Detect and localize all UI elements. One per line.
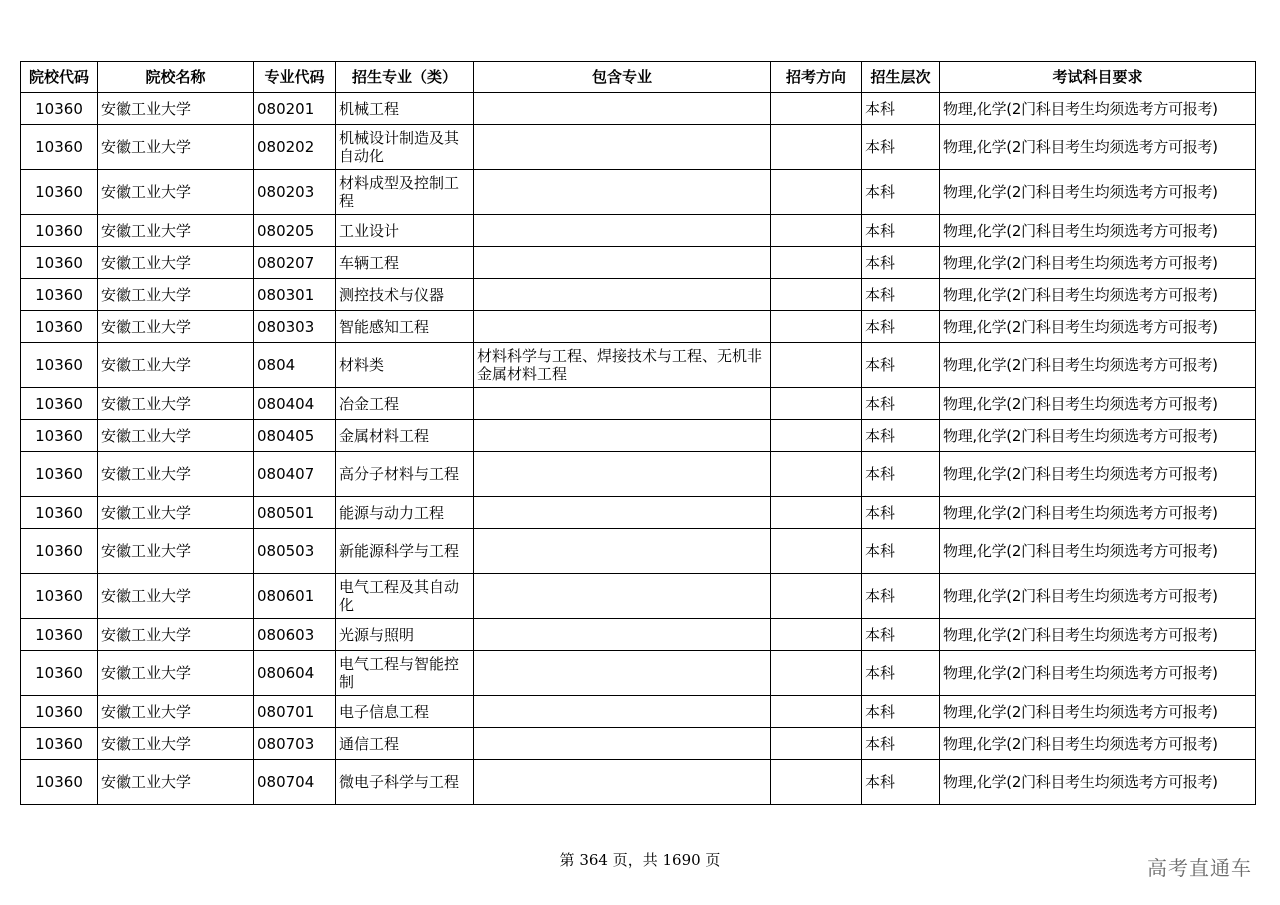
level-cell: 本科 [862,420,940,452]
major-code-cell: 080405 [254,420,336,452]
school-name-cell: 安徽工业大学 [98,696,254,728]
requirement-cell: 物理,化学(2门科目考生均须选考方可报考) [940,93,1256,125]
table-row [21,125,1256,170]
level-cell: 本科 [862,619,940,651]
school-code-cell: 10360 [21,619,98,651]
requirement-cell: 物理,化学(2门科目考生均须选考方可报考) [940,125,1256,170]
level-cell: 本科 [862,343,940,388]
school-name-cell: 安徽工业大学 [98,388,254,420]
requirement-cell: 物理,化学(2门科目考生均须选考方可报考) [940,619,1256,651]
level-cell: 本科 [862,125,940,170]
school-name-cell: 安徽工业大学 [98,497,254,529]
includes-cell [474,651,771,696]
school-code-cell: 10360 [21,170,98,215]
major-cell: 工业设计 [336,215,474,247]
level-cell: 本科 [862,696,940,728]
includes-cell [474,420,771,452]
school-name-cell: 安徽工业大学 [98,574,254,619]
major-code-cell: 080303 [254,311,336,343]
school-name-cell: 安徽工业大学 [98,420,254,452]
major-cell: 冶金工程 [336,388,474,420]
direction-cell [771,760,862,805]
requirement-cell: 物理,化学(2门科目考生均须选考方可报考) [940,760,1256,805]
direction-cell [771,529,862,574]
includes-cell [474,696,771,728]
major-cell: 金属材料工程 [336,420,474,452]
table-row [21,170,1256,215]
school-code-cell: 10360 [21,93,98,125]
school-code-cell: 10360 [21,125,98,170]
major-cell: 智能感知工程 [336,311,474,343]
major-cell: 机械工程 [336,93,474,125]
school-code-cell: 10360 [21,343,98,388]
admission-table [20,61,1256,805]
major-code-cell: 080503 [254,529,336,574]
table-row [21,497,1256,529]
includes-cell [474,452,771,497]
major-cell: 材料类 [336,343,474,388]
school-name-cell: 安徽工业大学 [98,170,254,215]
includes-cell [474,170,771,215]
level-cell: 本科 [862,497,940,529]
level-cell: 本科 [862,529,940,574]
includes-cell [474,279,771,311]
table-row [21,651,1256,696]
direction-cell [771,420,862,452]
table-row [21,760,1256,805]
major-cell: 能源与动力工程 [336,497,474,529]
direction-cell [771,452,862,497]
school-name-cell: 安徽工业大学 [98,93,254,125]
major-code-cell: 080603 [254,619,336,651]
header-school-code: 院校代码 [21,62,98,93]
school-name-cell: 安徽工业大学 [98,651,254,696]
level-cell: 本科 [862,93,940,125]
requirement-cell: 物理,化学(2门科目考生均须选考方可报考) [940,420,1256,452]
direction-cell [771,388,862,420]
direction-cell [771,651,862,696]
direction-cell [771,728,862,760]
includes-cell [474,215,771,247]
major-code-cell: 0804 [254,343,336,388]
major-code-cell: 080404 [254,388,336,420]
level-cell: 本科 [862,574,940,619]
major-cell: 高分子材料与工程 [336,452,474,497]
school-code-cell: 10360 [21,279,98,311]
major-cell: 材料成型及控制工程 [336,170,474,215]
school-code-cell: 10360 [21,529,98,574]
requirement-cell: 物理,化学(2门科目考生均须选考方可报考) [940,574,1256,619]
includes-cell [474,125,771,170]
direction-cell [771,497,862,529]
direction-cell [771,574,862,619]
major-cell: 电子信息工程 [336,696,474,728]
major-cell: 机械设计制造及其自动化 [336,125,474,170]
major-cell: 电气工程与智能控制 [336,651,474,696]
includes-cell [474,619,771,651]
requirement-cell: 物理,化学(2门科目考生均须选考方可报考) [940,311,1256,343]
major-code-cell: 080205 [254,215,336,247]
school-name-cell: 安徽工业大学 [98,215,254,247]
school-code-cell: 10360 [21,728,98,760]
table-row [21,93,1256,125]
direction-cell [771,247,862,279]
table-row [21,619,1256,651]
direction-cell [771,125,862,170]
header-major: 招生专业（类） [336,62,474,93]
major-code-cell: 080701 [254,696,336,728]
requirement-cell: 物理,化学(2门科目考生均须选考方可报考) [940,388,1256,420]
direction-cell [771,696,862,728]
major-code-cell: 080201 [254,93,336,125]
level-cell: 本科 [862,388,940,420]
includes-cell [474,93,771,125]
level-cell: 本科 [862,760,940,805]
major-cell: 通信工程 [336,728,474,760]
requirement-cell: 物理,化学(2门科目考生均须选考方可报考) [940,279,1256,311]
direction-cell [771,343,862,388]
school-name-cell: 安徽工业大学 [98,279,254,311]
table-row [21,452,1256,497]
school-code-cell: 10360 [21,388,98,420]
includes-cell [474,247,771,279]
level-cell: 本科 [862,247,940,279]
school-name-cell: 安徽工业大学 [98,529,254,574]
school-code-cell: 10360 [21,574,98,619]
table-row [21,311,1256,343]
header-includes: 包含专业 [474,62,771,93]
school-name-cell: 安徽工业大学 [98,619,254,651]
school-code-cell: 10360 [21,760,98,805]
requirement-cell: 物理,化学(2门科目考生均须选考方可报考) [940,728,1256,760]
table-row [21,279,1256,311]
major-cell: 电气工程及其自动化 [336,574,474,619]
includes-cell [474,497,771,529]
major-cell: 新能源科学与工程 [336,529,474,574]
major-cell: 车辆工程 [336,247,474,279]
direction-cell [771,93,862,125]
header-major-code: 专业代码 [254,62,336,93]
table-row [21,728,1256,760]
requirement-cell: 物理,化学(2门科目考生均须选考方可报考) [940,343,1256,388]
direction-cell [771,619,862,651]
school-name-cell: 安徽工业大学 [98,125,254,170]
level-cell: 本科 [862,279,940,311]
school-code-cell: 10360 [21,420,98,452]
level-cell: 本科 [862,170,940,215]
school-code-cell: 10360 [21,497,98,529]
school-name-cell: 安徽工业大学 [98,343,254,388]
direction-cell [771,215,862,247]
includes-cell: 材料科学与工程、焊接技术与工程、无机非金属材料工程 [474,343,771,388]
requirement-cell: 物理,化学(2门科目考生均须选考方可报考) [940,651,1256,696]
requirement-cell: 物理,化学(2门科目考生均须选考方可报考) [940,247,1256,279]
table-row [21,215,1256,247]
includes-cell [474,311,771,343]
major-code-cell: 080203 [254,170,336,215]
school-name-cell: 安徽工业大学 [98,311,254,343]
header-direction: 招考方向 [771,62,862,93]
includes-cell [474,529,771,574]
school-name-cell: 安徽工业大学 [98,452,254,497]
header-school-name: 院校名称 [98,62,254,93]
major-code-cell: 080601 [254,574,336,619]
school-name-cell: 安徽工业大学 [98,247,254,279]
school-name-cell: 安徽工业大学 [98,728,254,760]
table-row [21,247,1256,279]
requirement-cell: 物理,化学(2门科目考生均须选考方可报考) [940,696,1256,728]
includes-cell [474,574,771,619]
requirement-cell: 物理,化学(2门科目考生均须选考方可报考) [940,497,1256,529]
requirement-cell: 物理,化学(2门科目考生均须选考方可报考) [940,170,1256,215]
level-cell: 本科 [862,452,940,497]
level-cell: 本科 [862,311,940,343]
direction-cell [771,311,862,343]
requirement-cell: 物理,化学(2门科目考生均须选考方可报考) [940,452,1256,497]
major-cell: 微电子科学与工程 [336,760,474,805]
table-row [21,574,1256,619]
major-code-cell: 080207 [254,247,336,279]
header-level: 招生层次 [862,62,940,93]
direction-cell [771,279,862,311]
level-cell: 本科 [862,728,940,760]
school-code-cell: 10360 [21,311,98,343]
requirement-cell: 物理,化学(2门科目考生均须选考方可报考) [940,529,1256,574]
header-requirement: 考试科目要求 [940,62,1256,93]
major-code-cell: 080704 [254,760,336,805]
school-code-cell: 10360 [21,452,98,497]
school-name-cell: 安徽工业大学 [98,760,254,805]
includes-cell [474,760,771,805]
watermark-text: 高考直通车 [1147,856,1252,880]
page-number: 第 364 页，共 1690 页 [559,851,721,869]
major-code-cell: 080301 [254,279,336,311]
major-code-cell: 080703 [254,728,336,760]
major-code-cell: 080604 [254,651,336,696]
major-cell: 测控技术与仪器 [336,279,474,311]
major-code-cell: 080407 [254,452,336,497]
level-cell: 本科 [862,215,940,247]
direction-cell [771,170,862,215]
includes-cell [474,388,771,420]
level-cell: 本科 [862,651,940,696]
header-row [21,62,1256,93]
table-row [21,696,1256,728]
school-code-cell: 10360 [21,696,98,728]
major-code-cell: 080202 [254,125,336,170]
school-code-cell: 10360 [21,651,98,696]
table-row [21,420,1256,452]
table-row [21,529,1256,574]
requirement-cell: 物理,化学(2门科目考生均须选考方可报考) [940,215,1256,247]
school-code-cell: 10360 [21,215,98,247]
includes-cell [474,728,771,760]
major-cell: 光源与照明 [336,619,474,651]
table-row [21,343,1256,388]
table-row [21,388,1256,420]
major-code-cell: 080501 [254,497,336,529]
school-code-cell: 10360 [21,247,98,279]
